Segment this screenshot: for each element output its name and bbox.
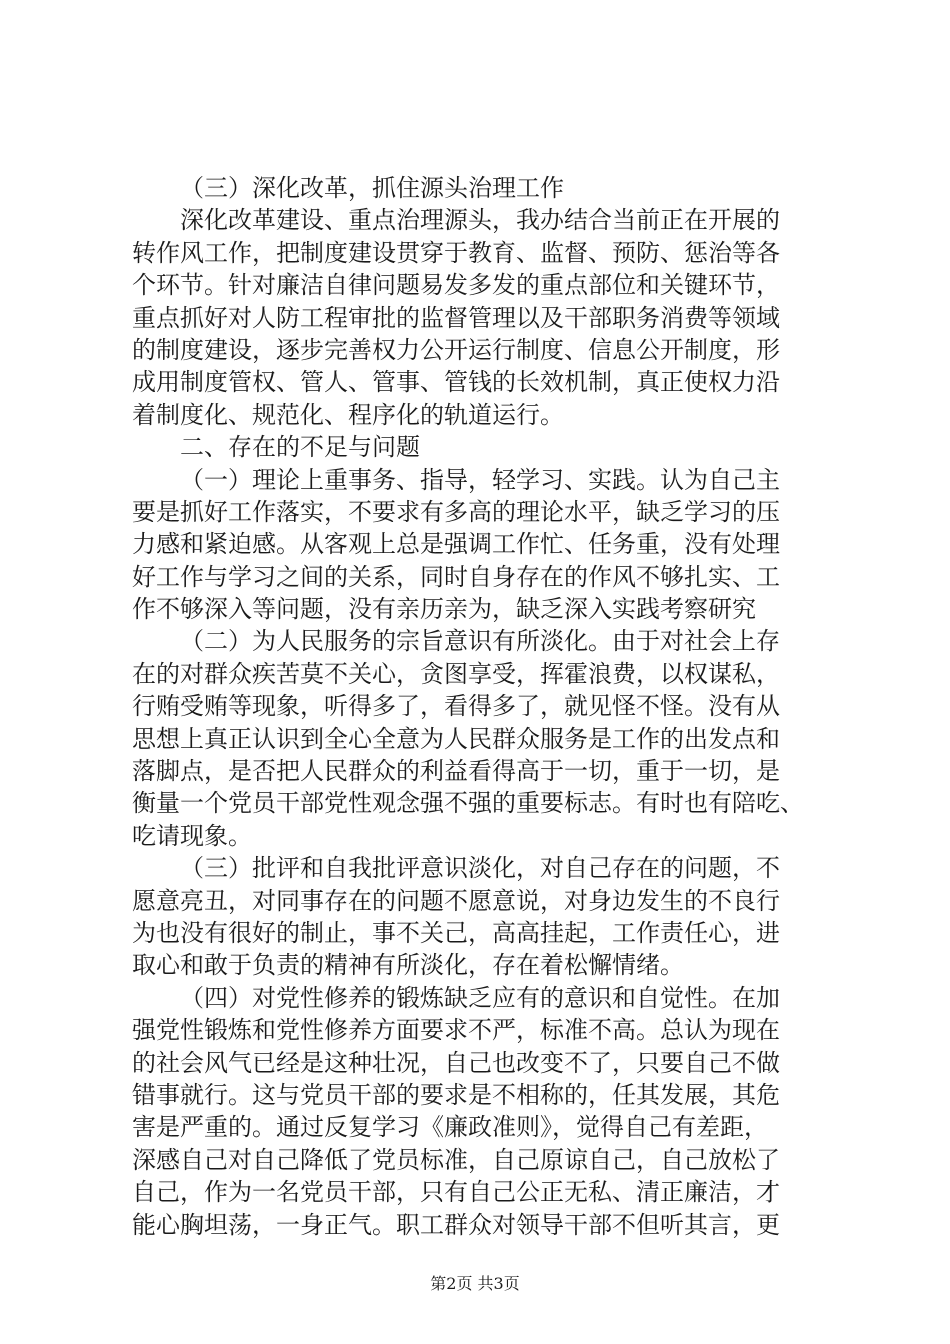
- text-line: 着制度化、规范化、程序化的轨道运行。: [132, 400, 564, 429]
- text-line: 自己，作为一名党员干部，只有自己公正无私、清正廉洁，才: [132, 1178, 780, 1207]
- text-line: 的制度建设，逐步完善权力公开运行制度、信息公开制度，形: [132, 335, 780, 364]
- text-line: 深感自己对自己降低了党员标准，自己原谅自己，自己放松了: [132, 1145, 780, 1174]
- text-line: 在的对群众疾苦莫不关心，贪图享受，挥霍浪费，以权谋私，: [132, 659, 780, 688]
- text-line: （二）为人民服务的宗旨意识有所淡化。由于对社会上存: [180, 627, 780, 656]
- text-line: （四）对党性修养的锻炼缺乏应有的意识和自觉性。在加: [180, 983, 780, 1012]
- text-line: 取心和敢于负责的精神有所淡化，存在着松懈情绪。: [132, 951, 684, 980]
- text-line: 吃请现象。: [132, 821, 252, 850]
- text-line: 成用制度管权、管人、管事、管钱的长效机制，真正使权力沿: [132, 368, 780, 397]
- text-line: （一）理论上重事务、指导，轻学习、实践。认为自己主: [180, 465, 780, 494]
- text-line: 力感和紧迫感。从客观上总是强调工作忙、任务重，没有处理: [132, 530, 780, 559]
- text-line: 作不够深入等问题，没有亲历亲为，缺乏深入实践考察研究: [132, 595, 756, 624]
- document-body: [132, 172, 852, 1241]
- text-line: 落脚点，是否把人民群众的利益看得高于一切，重于一切，是: [132, 757, 780, 786]
- page-footer: 第2页 共3页: [430, 1274, 520, 1293]
- text-line: 深化改革建设、重点治理源头，我办结合当前正在开展的: [180, 206, 780, 235]
- text-line: 个环节。针对廉洁自律问题易发多发的重点部位和关键环节，: [132, 271, 780, 300]
- text-line: 错事就行。这与党员干部的要求是不相称的，任其发展，其危: [132, 1080, 780, 1109]
- text-line: 重点抓好对人防工程审批的监督管理以及干部职务消费等领域: [132, 303, 780, 332]
- text-line: 思想上真正认识到全心全意为人民群众服务是工作的出发点和: [132, 724, 780, 753]
- text-line: 害是严重的。通过反复学习《廉政准则》，觉得自己有差距，: [132, 1113, 768, 1142]
- text-line: 的社会风气已经是这种壮况，自己也改变不了，只要自己不做: [132, 1048, 780, 1077]
- text-line: 为也没有很好的制止，事不关己，高高挂起，工作责任心，进: [132, 918, 780, 947]
- text-line: 能心胸坦荡，一身正气。职工群众对领导干部不但听其言，更: [132, 1210, 780, 1239]
- text-line: （三）深化改革，抓住源头治理工作: [180, 174, 564, 202]
- text-line: 衡量一个党员干部党性观念强不强的重要标志。有时也有陪吃、: [132, 789, 804, 818]
- text-line: （三）批评和自我批评意识淡化，对自己存在的问题，不: [180, 854, 780, 883]
- text-line: 二、存在的不足与问题: [180, 433, 420, 462]
- text-line: 愿意亮丑，对同事存在的问题不愿意说，对身边发生的不良行: [132, 886, 780, 915]
- text-line: 强党性锻炼和党性修养方面要求不严，标准不高。总认为现在: [132, 1016, 780, 1045]
- text-line: 转作风工作，把制度建设贯穿于教育、监督、预防、惩治等各: [132, 238, 780, 267]
- text-line: 行贿受贿等现象，听得多了，看得多了，就见怪不怪。没有从: [132, 692, 780, 721]
- text-line: 好工作与学习之间的关系，同时自身存在的作风不够扎实、工: [132, 562, 780, 591]
- text-line: 要是抓好工作落实，不要求有多高的理论水平，缺乏学习的压: [132, 497, 780, 526]
